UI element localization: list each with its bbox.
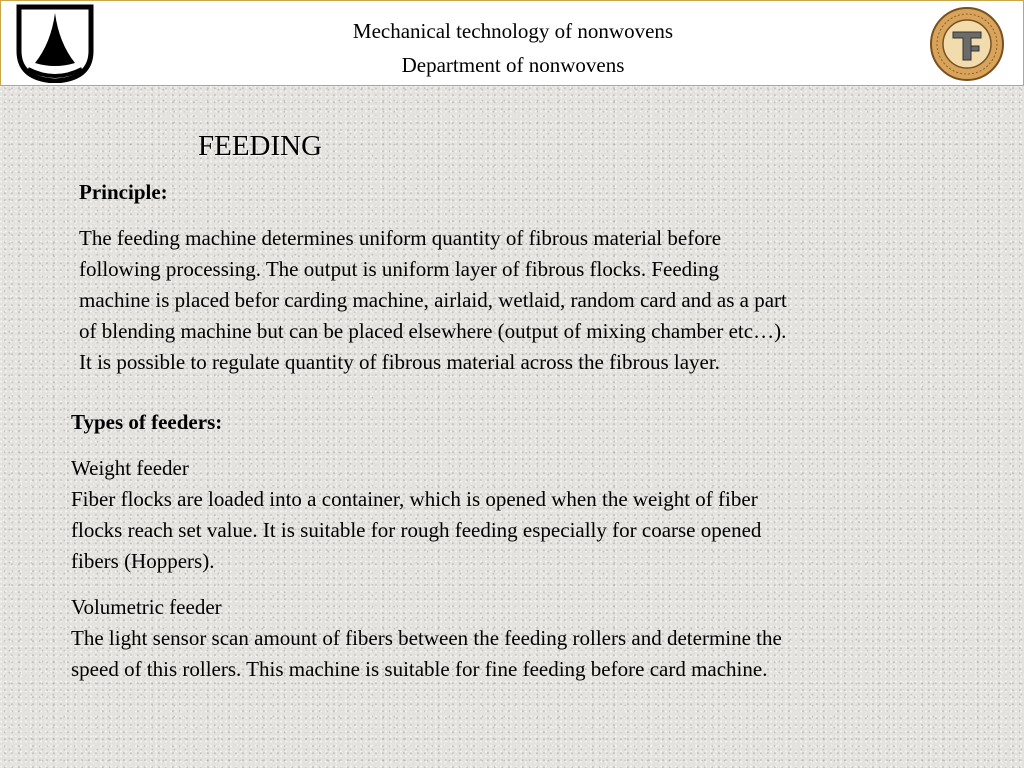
weight-feeder-line: flocks reach set value. It is suitable for rough feeding especially for coarse opened xyxy=(71,518,762,542)
feeder-types-section xyxy=(71,407,971,577)
volumetric-feeder-line: speed of this rollers. This machine is suitable for fine feeding before card machine. xyxy=(71,657,768,681)
faculty-seal-icon xyxy=(927,5,1007,83)
weight-feeder-line: fibers (Hoppers). xyxy=(71,549,215,573)
header-course-title: Mechanical technology of nonwovens xyxy=(352,19,674,43)
principle-heading: Principle: xyxy=(79,180,168,204)
weight-feeder-name: Weight feeder xyxy=(71,456,189,480)
principle-line: It is possible to regulate quantity of fibrous material across the fibrous layer. xyxy=(79,350,720,374)
slide-header xyxy=(0,0,1024,86)
principle-line: following processing. The output is uniform layer of fibrous flocks. Feeding xyxy=(79,257,720,281)
principle-line: machine is placed befor carding machine, airlaid, wetlaid, random card and as a part xyxy=(79,288,787,312)
types-heading: Types of feeders: xyxy=(71,410,223,434)
principle-section xyxy=(79,177,959,378)
principle-line: of blending machine but can be placed elsewhere (output of mixing chamber etc…). xyxy=(79,319,787,343)
volumetric-feeder-section xyxy=(71,592,971,685)
volumetric-feeder-name: Volumetric feeder xyxy=(71,595,222,619)
principle-line: The feeding machine determines uniform quantity of fibrous material before xyxy=(79,226,722,250)
header-department: Department of nonwovens xyxy=(401,53,625,77)
slide-title: FEEDING xyxy=(198,130,323,162)
weight-feeder-line: Fiber flocks are loaded into a container, which is opened when the weight of fiber xyxy=(71,487,758,511)
volumetric-feeder-line: The light sensor scan amount of fibers between the feeding rollers and determine the xyxy=(71,626,782,650)
